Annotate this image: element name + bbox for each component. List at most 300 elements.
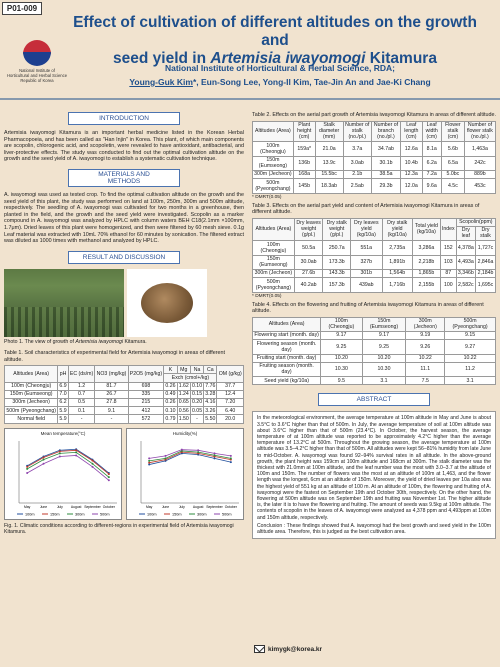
table-cell: 500m (Pyeongchang) bbox=[253, 278, 295, 292]
table-cell: 0.5 bbox=[68, 398, 95, 406]
table-cell: 2.5ab bbox=[343, 179, 371, 193]
logo-line-1: National Institute of bbox=[19, 68, 55, 73]
table-cell: 29.3b bbox=[371, 179, 400, 193]
data-point bbox=[165, 457, 167, 459]
table-cell: 6.40 bbox=[217, 407, 244, 415]
column-header: Dry leaf bbox=[456, 226, 475, 240]
table-row bbox=[253, 362, 496, 376]
table-cell: 0.10 bbox=[165, 407, 176, 414]
climate-charts bbox=[4, 428, 244, 520]
table-cell: 9.6a bbox=[422, 179, 441, 193]
table-cell: 15.5bc bbox=[315, 170, 343, 178]
data-point bbox=[214, 454, 216, 456]
title-line-1: Effect of cultivation of different altitudes on the growth and bbox=[73, 14, 477, 49]
table-row bbox=[253, 331, 496, 339]
authors bbox=[70, 77, 490, 87]
table-cell: Fruiting start (month. day) bbox=[253, 354, 321, 362]
table-cell: 327b bbox=[351, 255, 382, 269]
column-header: Total yield (kg/10a) bbox=[412, 218, 440, 241]
table-cell: 9.1 bbox=[95, 407, 128, 415]
table-cell: 10.22 bbox=[406, 354, 445, 362]
column-header: Altitudes (Area) bbox=[253, 121, 294, 142]
column-header: NO3 (mg/kg) bbox=[95, 366, 128, 382]
data-point bbox=[148, 463, 150, 465]
taegeuk-logo-icon bbox=[19, 40, 55, 66]
legend-label: 500m bbox=[222, 512, 232, 517]
table-cell: 2,582c bbox=[456, 278, 475, 292]
column-header: Dry leaves weight (g/pl.) bbox=[294, 218, 323, 241]
table-cell: Seed yield (kg/10a) bbox=[253, 377, 321, 385]
table3-caption: Table 3. Effects on the aerial part yield and content of Artemisia iwayomogi Kitamura in areas of different altitude. bbox=[252, 202, 480, 216]
table-cell: 0.20 bbox=[191, 399, 203, 406]
table-row bbox=[253, 179, 496, 193]
table-cell: 500m (Pyeongchang) bbox=[253, 179, 294, 193]
table-cell: 9.17 bbox=[321, 331, 362, 339]
table2-note: * DMRT(0.05) bbox=[252, 194, 282, 200]
title-line-2: seed yield in Artemisia iwayomogi Kitamura bbox=[113, 50, 437, 67]
data-point bbox=[148, 457, 150, 459]
data-point bbox=[214, 457, 216, 459]
column-header: Altitudes (Area) bbox=[253, 317, 321, 331]
table-cell: Flowering start (month. day) bbox=[254, 332, 319, 339]
x-tick-label: July bbox=[56, 504, 63, 509]
legend-label: 100m bbox=[25, 512, 35, 517]
table-cell: 18.3ab bbox=[315, 179, 343, 193]
table-cell: 7.20 bbox=[217, 398, 244, 406]
other-authors: *, Eun-Song Lee, Yong-Il Kim, Tae-Jin An and Jae-Ki Chang bbox=[192, 77, 431, 87]
table-cell: 12.4 bbox=[217, 390, 244, 398]
table-cell: 1,727c bbox=[476, 241, 496, 255]
table-cell: 20.0 bbox=[217, 415, 244, 423]
table-cell: 0.05 bbox=[191, 407, 203, 414]
table-cell: 9.17 bbox=[362, 331, 406, 339]
table-row bbox=[253, 142, 496, 156]
table-cell: 159a* bbox=[293, 142, 315, 156]
table-cell: 3.26 bbox=[205, 407, 216, 414]
table3-yield bbox=[252, 218, 496, 293]
column-header: Plant height (cm) bbox=[293, 121, 315, 142]
table-cell: 30.0ab bbox=[294, 255, 323, 269]
data-point bbox=[75, 454, 77, 456]
table-cell: 572 bbox=[128, 415, 164, 423]
data-point bbox=[108, 476, 110, 478]
table-cell: 889b bbox=[464, 170, 495, 178]
data-point bbox=[181, 448, 183, 450]
intro-heading: INTRODUCTION bbox=[68, 112, 180, 125]
temperature-chart bbox=[4, 428, 122, 520]
table-cell: Fruiting season (month. day) bbox=[253, 362, 321, 376]
legend-label: 100m bbox=[147, 512, 157, 517]
table-cell: 300m (Jecheon) bbox=[5, 398, 58, 406]
table-cell: 1.24 bbox=[178, 391, 189, 398]
column-header: OM (g/kg) bbox=[217, 366, 244, 382]
table-cell: 9.25 bbox=[362, 340, 406, 354]
table-cell: 100m (Cheongju) bbox=[5, 382, 58, 390]
table-cell: 4.16 bbox=[205, 399, 216, 406]
legend-label: 300m bbox=[197, 512, 207, 517]
table-cell: 40.2ab bbox=[294, 278, 323, 292]
header-row bbox=[253, 317, 496, 331]
header-row bbox=[253, 121, 496, 142]
table-cell: 4.5c bbox=[441, 179, 464, 193]
column-header: Dry stalk weight (g/pl.) bbox=[323, 218, 351, 241]
institute-logo bbox=[6, 40, 68, 92]
table4-flowering bbox=[252, 317, 496, 386]
photo-caption: Photo 1. The view of growth of Artemisia iwayomogi Kitamura. bbox=[4, 338, 147, 345]
header-divider bbox=[0, 98, 500, 100]
table-cell: 1.50 bbox=[178, 415, 189, 422]
table-cell: 10.4b bbox=[401, 156, 422, 170]
table-row bbox=[5, 398, 244, 406]
x-tick-label: September bbox=[206, 504, 223, 509]
table-cell: 12.3a bbox=[401, 170, 422, 178]
table-cell: 2,218b bbox=[412, 255, 440, 269]
table-cell: 1.62 bbox=[178, 383, 189, 390]
table-cell: 11.1 bbox=[406, 362, 445, 376]
table-cell: 439ab bbox=[351, 278, 382, 292]
table-cell: 0.79 bbox=[165, 415, 176, 422]
table-cell: - bbox=[68, 415, 95, 423]
table-cell: 5.0bc bbox=[441, 170, 464, 178]
data-point bbox=[214, 452, 216, 454]
table-cell: 26.7 bbox=[95, 390, 128, 398]
abstract-text: In the meteorological environment, the average temperature at 100m altitude in May and June is about 3.5°C to 3.6°C higher than that of 500m. In July, the average temperature of soil at 100m altitude was about 3.6°C higher than that of 500m (23.4°C). In October, the harvest season, the average temperature of at 100m altitude was reported to be approximately 4.2°C higher than the average temperature of 13.2°C at 500m. Throughout the growing season, the average temperature at 100m altitude was 3.5–4.2°C higher than that of 500m. All altitudes were kept 56–81% humidity from late June to mid-October. A. iwayomogi was found 92–94% survival rates in all altitude. In the above-ground growth, the plant height was 159cm at 100m altitude and 168cm at 300m. The stalk diameter was the thickest with 21.0mm at 100m altitude, and the leaf number was the most with 3.0–3.7 at the altitude of 100m and 150m. The number of flowers was the most at an altitude of 100m at 1,463, and the flower length was the longest, 6cm at an altitude of 150m. Moreover, the yield of dried leaves per 10a also was the highest yield of 551 kg at an altitude of 100 m. At an altitude of 100m, the flowering and fruiting of A. iwayomogi were the fastest on September 19th and October 30th, respectively. On the other hand, the flowering at 500m altitude was on September 19th and fruiting was November 1st. The higher altitude is, the later it is to have the flowering and fruiting. The amount of seeds was 9.5kg at 100m altitude. The contents of scopolin in the leaves of A. iwayomogi were analyzed as 4,378 ppm and 4,493ppm at 100m and 150m altitude, respectively. bbox=[257, 415, 491, 521]
data-point bbox=[197, 451, 199, 453]
table-cell: 6.2 bbox=[59, 399, 67, 406]
legend-label: 150m bbox=[172, 512, 182, 517]
table-cell: 7.0 bbox=[59, 391, 67, 398]
table-cell: 3,346b bbox=[457, 270, 474, 277]
table-cell: 87 bbox=[440, 269, 456, 277]
column-header: 100m (Cheongju) bbox=[321, 317, 362, 331]
table-cell: 50.5a bbox=[294, 241, 323, 255]
data-point bbox=[26, 465, 28, 467]
table-cell: 0.49 bbox=[165, 391, 176, 398]
table-cell: 2,846a bbox=[476, 255, 496, 269]
table-row bbox=[253, 269, 496, 277]
table-cell: 412 bbox=[128, 407, 164, 415]
table-cell: 1,891b bbox=[382, 255, 412, 269]
table-cell: 157.3b bbox=[323, 278, 351, 292]
table-cell: 6.9 bbox=[59, 383, 67, 390]
table-cell: 5.50 bbox=[205, 415, 216, 422]
table1-soil bbox=[4, 365, 244, 423]
humidity-chart-svg bbox=[127, 429, 245, 521]
table-cell: 10.20 bbox=[362, 354, 406, 362]
column-group-header: Scopolin(ppm) bbox=[456, 218, 495, 226]
table-cell: 9.15 bbox=[445, 331, 496, 339]
data-point bbox=[148, 459, 150, 461]
column-header: K bbox=[164, 366, 177, 374]
column-header: Na bbox=[190, 366, 203, 374]
table-cell: 100 bbox=[440, 278, 456, 292]
table-cell: 0.56 bbox=[178, 407, 189, 414]
table-cell: 38.5a bbox=[371, 170, 400, 178]
column-header: Leaf width (cm) bbox=[422, 121, 441, 142]
table-cell: 37.7 bbox=[217, 382, 244, 390]
table-cell: 27.6b bbox=[294, 269, 323, 277]
data-point bbox=[26, 472, 28, 474]
table-cell: 2,184b bbox=[476, 269, 496, 277]
table-cell: 3.7a bbox=[343, 142, 371, 156]
table-cell: 250.7a bbox=[323, 241, 351, 255]
table-cell: 3.0ab bbox=[343, 156, 371, 170]
data-point bbox=[92, 459, 94, 461]
legend-label: 150m bbox=[50, 512, 60, 517]
column-header: Number of stalk (no./pl.) bbox=[343, 121, 371, 142]
table-cell: 10.20 bbox=[321, 354, 362, 362]
table-cell: 30.1b bbox=[371, 156, 400, 170]
column-header: Number of flower stalk (no./pl.) bbox=[464, 121, 495, 142]
column-header: Dry stalk yield (kg/10a) bbox=[382, 218, 412, 241]
table-cell: 1,695c bbox=[476, 278, 496, 292]
table-cell: 27.8 bbox=[95, 398, 128, 406]
left-column bbox=[4, 112, 244, 535]
table-cell: 136b bbox=[293, 156, 315, 170]
results-heading: RESULT AND DISCUSSION bbox=[68, 251, 180, 264]
table-row bbox=[253, 255, 496, 269]
table-row bbox=[5, 382, 244, 390]
table-cell: 12.6a bbox=[401, 142, 422, 156]
table-cell: 6.5a bbox=[441, 156, 464, 170]
column-header: Mg bbox=[177, 366, 190, 374]
table-row bbox=[5, 407, 244, 415]
field-growth-photo bbox=[4, 269, 124, 337]
legend-label: 500m bbox=[100, 512, 110, 517]
column-header: Altitudes (Area) bbox=[253, 218, 295, 241]
table3-note: * DMRT(0.05) bbox=[252, 293, 282, 299]
table-cell: 9.25 bbox=[321, 340, 362, 354]
column-header: Number of branch (no./pl.) bbox=[371, 121, 400, 142]
temperature-chart-title: Mean temperature(°C) bbox=[40, 430, 86, 436]
logo-line-3: Republic of Korea bbox=[20, 78, 54, 83]
data-point bbox=[92, 462, 94, 464]
column-header: 500m (Pyeongchang) bbox=[445, 317, 496, 331]
column-header: Index bbox=[440, 218, 456, 241]
column-header: 300m (Jecheon) bbox=[406, 317, 445, 331]
table1-caption: Table 1. Soil characteristics of experimental field for Artemisia iwayomogi in areas of different altitude. bbox=[4, 350, 226, 363]
humidity-chart bbox=[126, 428, 244, 520]
column-header: Stalk diameter (mm) bbox=[315, 121, 343, 142]
table-row bbox=[5, 390, 244, 398]
column-header: 150m (Eumseong) bbox=[362, 317, 406, 331]
table-cell: 1,463a bbox=[464, 142, 495, 156]
header-row bbox=[5, 366, 244, 374]
methods-heading: MATERIALS AND METHODS bbox=[68, 169, 180, 187]
table-cell: 3,286a bbox=[412, 241, 440, 255]
data-point bbox=[59, 450, 61, 452]
table-cell: 81.7 bbox=[95, 382, 128, 390]
table-cell: 300m (Jecheon) bbox=[254, 171, 292, 178]
table-cell: 9.26 bbox=[406, 340, 445, 354]
data-point bbox=[197, 449, 199, 451]
table-cell: - bbox=[95, 415, 128, 423]
table-cell: 3.1 bbox=[362, 377, 406, 385]
table-row bbox=[253, 156, 496, 170]
table-row bbox=[253, 354, 496, 362]
table-cell: 2.1b bbox=[343, 170, 371, 178]
data-point bbox=[108, 479, 110, 481]
table-cell: 13.9c bbox=[315, 156, 343, 170]
table-cell: 21.0a bbox=[315, 142, 343, 156]
table-cell: 0.7 bbox=[68, 390, 95, 398]
data-point bbox=[43, 456, 45, 458]
data-point bbox=[92, 465, 94, 467]
column-group-header: Exch (cmol+/kg) bbox=[164, 374, 217, 382]
data-point bbox=[59, 455, 61, 457]
table-cell: 11.2 bbox=[445, 362, 496, 376]
table-cell: 453c bbox=[464, 179, 495, 193]
column-header: Leaf length (cm) bbox=[401, 121, 422, 142]
table2-growth bbox=[252, 121, 496, 194]
x-tick-label: June bbox=[161, 504, 170, 509]
dried-herb-photo bbox=[127, 269, 207, 337]
table-cell: 215 bbox=[128, 398, 164, 406]
table-row bbox=[253, 278, 496, 292]
table-cell: 301b bbox=[351, 269, 382, 277]
temperature-chart-svg bbox=[5, 429, 123, 521]
table-cell: 8.1a bbox=[422, 142, 441, 156]
table-cell: 34.7ab bbox=[371, 142, 400, 156]
x-tick-label: July bbox=[178, 504, 185, 509]
table-cell: 4,378a bbox=[456, 241, 475, 255]
x-tick-label: August bbox=[192, 504, 204, 509]
table-cell: 150m (Eumseong) bbox=[253, 156, 294, 170]
table-cell: 2,155b bbox=[412, 278, 440, 292]
table-cell: 152 bbox=[440, 241, 456, 255]
table-cell: Flowering season (month. day) bbox=[253, 340, 321, 354]
column-header: Dry leaves yield (kg/10a) bbox=[351, 218, 382, 241]
data-point bbox=[108, 473, 110, 475]
data-point bbox=[75, 451, 77, 453]
table-cell: 6.2a bbox=[422, 156, 441, 170]
table-cell: 1.2 bbox=[68, 382, 95, 390]
x-tick-label: September bbox=[84, 504, 101, 509]
column-header: P2O5 (mg/kg) bbox=[128, 366, 164, 382]
data-point bbox=[43, 462, 45, 464]
table-cell: 143.3b bbox=[323, 269, 351, 277]
column-header: Flower stalk (cm) bbox=[441, 121, 464, 142]
poster-title bbox=[60, 14, 490, 68]
humidity-chart-title: Humidity(%) bbox=[172, 430, 198, 436]
x-tick-label: May bbox=[145, 504, 153, 509]
table-cell: 300m (Jecheon) bbox=[253, 269, 295, 277]
table-cell: 3.1 bbox=[445, 377, 496, 385]
abstract-box bbox=[252, 411, 496, 539]
x-tick-label: June bbox=[39, 504, 48, 509]
methods-text: A. iwayomogi was used as tested crop. To find the optimal cultivation altitude on the growth and the seed yield of this plant, the study was performed on land at 100m, 250m, 300m and 500m altitude, respectively. The seedling of A. iwayomogi was cultivated for two months in a greenhouse, then planted in the field, and the growth and the seed yield were investigated. Scopolin as a marker compound in A. iwayomogi was analyzed by HPLC with column waters BEH C18(2.1mm ×100mm, 1.7μm). Dried leaves of this plant were homogenized, and then were filtered by 60 mesh sieve. 0.1g Leaf material was extracted with 10mL 70% ethanol for 60 minutes by sonication. The filtered extract was diluted as 1000 times with methanol and analyzed by HPLC. bbox=[4, 191, 244, 245]
column-header: Dry stalk bbox=[476, 226, 496, 240]
table-cell: 10.30 bbox=[321, 362, 362, 376]
table-cell: 12.0a bbox=[401, 179, 422, 193]
table-cell: 150m (Eumseong) bbox=[5, 390, 58, 398]
table-row bbox=[5, 415, 244, 423]
column-header: pH bbox=[58, 366, 68, 382]
abstract-heading: ABSTRACT bbox=[318, 393, 430, 406]
figure-caption: Fig. 1. Climatic conditions according to different-regions in experimental field of Artemisia iwayomogi Kitamura. bbox=[4, 522, 234, 535]
column-header: Altitudes (Area) bbox=[5, 366, 58, 382]
table-cell: 7.2a bbox=[422, 170, 441, 178]
first-author: Young-Guk Kim bbox=[129, 77, 193, 87]
contact-email[interactable]: kimygk@korea.kr bbox=[268, 646, 323, 653]
table-cell: Normal field bbox=[5, 415, 58, 423]
table-cell: 1,716b bbox=[382, 278, 412, 292]
data-point bbox=[26, 467, 28, 469]
header-row bbox=[253, 218, 496, 226]
table-cell: 5.6b bbox=[441, 142, 464, 156]
table-cell: 242c bbox=[464, 156, 495, 170]
table2-caption: Table 2. Effects on the aerial part growth of Artemisia iwayomogi Kitamura in areas of different altitude. bbox=[252, 112, 497, 118]
data-point bbox=[148, 461, 150, 463]
x-tick-label: October bbox=[102, 504, 115, 509]
table-cell: 500m (Pyeongchang) bbox=[6, 407, 56, 414]
x-tick-label: October bbox=[224, 504, 237, 509]
table-cell: 5.9 bbox=[59, 415, 67, 422]
table-cell: 100m (Cheongju) bbox=[253, 142, 294, 156]
affiliation: National Institute of Horticultural & Herbal Science, RDA; bbox=[164, 63, 395, 73]
table-cell: - bbox=[190, 415, 203, 423]
table-cell: 1,564b bbox=[382, 269, 412, 277]
x-tick-label: May bbox=[23, 504, 31, 509]
table-cell: 10.22 bbox=[445, 354, 496, 362]
table-cell: 0.10 bbox=[191, 383, 203, 390]
table-cell: 0.1 bbox=[68, 407, 95, 415]
data-point bbox=[75, 449, 77, 451]
table-cell: 0.26 bbox=[165, 383, 176, 390]
x-tick-label: August bbox=[70, 504, 82, 509]
data-point bbox=[230, 454, 232, 456]
table-cell: 100m (Cheongju) bbox=[253, 241, 295, 255]
column-header: Ca bbox=[204, 366, 217, 374]
table-cell: 150m (Eumseong) bbox=[253, 255, 295, 269]
table-cell: 335 bbox=[128, 390, 164, 398]
table-cell: 3.28 bbox=[205, 391, 216, 398]
data-point bbox=[59, 452, 61, 454]
table-cell: 698 bbox=[128, 382, 164, 390]
table-cell: 173.3b bbox=[323, 255, 351, 269]
logo-line-2: Horticultural and Herbal Science bbox=[6, 73, 68, 78]
table-cell: 168a bbox=[293, 170, 315, 178]
table-cell: 10.30 bbox=[362, 362, 406, 376]
table-row bbox=[253, 170, 496, 178]
data-point bbox=[230, 457, 232, 459]
table-cell: 9.27 bbox=[445, 340, 496, 354]
photo-row bbox=[4, 269, 244, 337]
intro-text: Artemisia iwayomogi Kitamura is an important herbal medicine listed in the Korean Herbal Pharmacopoeia, and has been called as "Han Injin" in Korea. This plant, of which main components are scopolin, chlorogenic acid, and scopoletin, were revealed to have antioxidant, antibacterial, and liver-protective effects. The study was conducted to find out the optimal cultivation altitude on the growth and the seed yield of A. iwayomogi to establish a systematic cultivation technique. bbox=[4, 130, 244, 163]
table-cell: 9.5 bbox=[321, 377, 362, 385]
table-cell: 0.26 bbox=[165, 399, 176, 406]
table-cell: 5.9 bbox=[59, 407, 67, 414]
data-point bbox=[230, 461, 232, 463]
table-cell: 9.19 bbox=[406, 331, 445, 339]
table-row bbox=[253, 241, 496, 255]
table-cell: 2,735a bbox=[382, 241, 412, 255]
email-icon bbox=[254, 645, 265, 653]
table-cell: 0.65 bbox=[178, 399, 189, 406]
table-cell: 145b bbox=[293, 179, 315, 193]
right-column bbox=[252, 112, 496, 539]
table-cell: 1,865b bbox=[412, 269, 440, 277]
table-cell: 4,493a bbox=[456, 255, 475, 269]
table4-caption: Table 4. Effects on the flowering and fruiting of Artemisia iwayomogi Kitamura in areas of different altitude. bbox=[252, 301, 484, 315]
data-point bbox=[43, 458, 45, 460]
table-cell: 0.15 bbox=[191, 391, 203, 398]
conclusion-text: Conclusion : These findings showed that A. iwayomogi had the best growth and seed yield in the 100m altitude area. Therefore, this is judged as the best cultivation area. bbox=[257, 522, 491, 536]
table-row bbox=[253, 340, 496, 354]
table-cell: 7.5 bbox=[406, 377, 445, 385]
table-row bbox=[253, 377, 496, 385]
legend-label: 300m bbox=[75, 512, 85, 517]
